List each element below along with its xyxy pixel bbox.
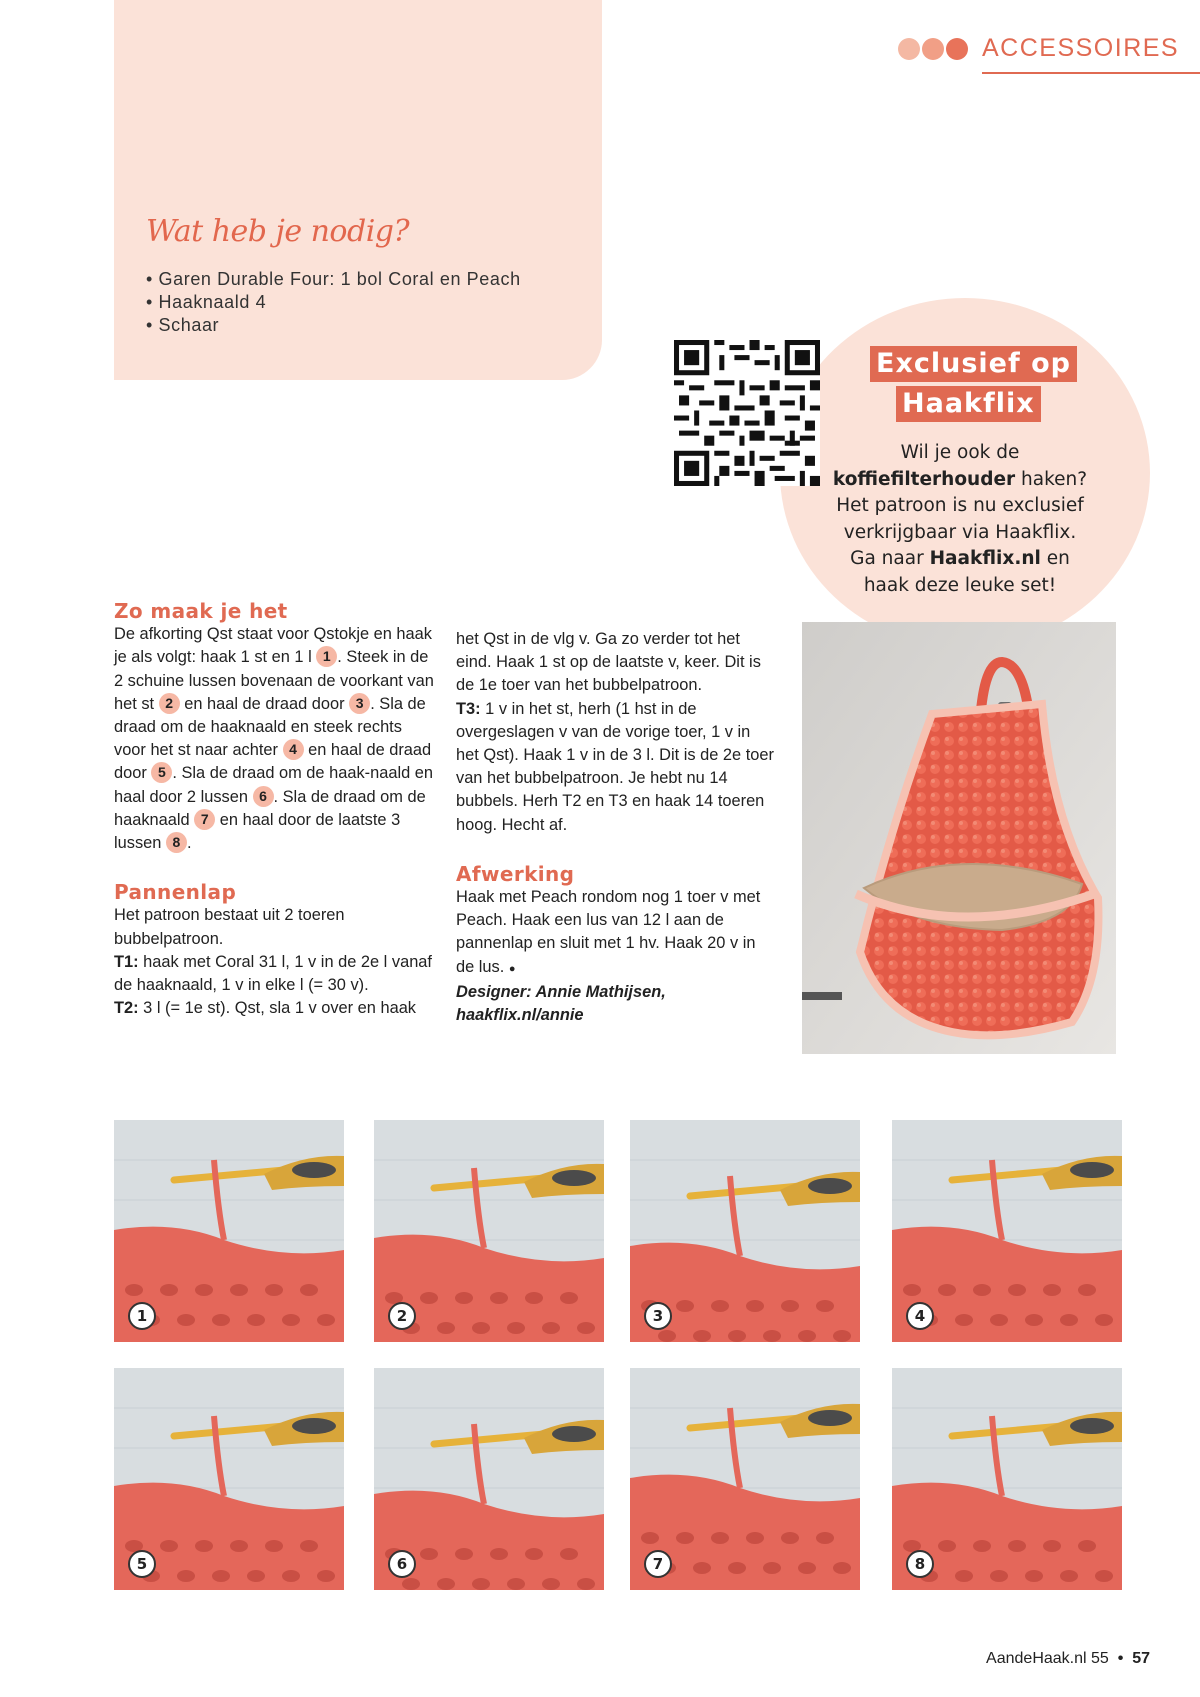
step-number-badge: 2	[388, 1302, 416, 1330]
qr-code[interactable]	[674, 340, 820, 486]
materials-title: Wat heb je nodig?	[146, 214, 410, 249]
promo-tag: Exclusief op	[870, 346, 1077, 382]
section-label: ACCESSOIRES	[982, 34, 1180, 62]
step-marker: 2	[159, 693, 180, 714]
step-photo	[630, 1120, 860, 1342]
row-3-instructions: T3: 1 v in het st, herh (1 hst in de overgeslagen v van de vorige toer, 1 v in het Qst). Haak 1 v in de 3 l. Dit is de 2e toer van het bubbelpatroon. Je hebt nu 14 bubbels. Herh T2 en T3 en haak 14 toeren hoog. Hecht af.	[456, 699, 774, 834]
section-heading: Zo maak je het	[114, 599, 288, 623]
row-2-instructions: T2: 3 l (= 1e st). Qst, sla 1 v over en haak	[114, 999, 417, 1018]
step-number-badge: 4	[906, 1302, 934, 1330]
materials-list	[146, 268, 521, 337]
step-number-badge: 6	[388, 1550, 416, 1578]
designer-link[interactable]: haakflix.nl/annie	[456, 1006, 584, 1025]
row-2-continued: het Qst in de vlg v. Ga zo verder tot het eind. Haak 1 st op de laatste v, keer. Dit is de 1e toer van het bubbelpatroon.	[456, 630, 761, 695]
step-number-badge: 8	[906, 1550, 934, 1578]
step-number-badge: 7	[644, 1550, 672, 1578]
header-divider	[982, 72, 1200, 74]
yarn-balls-icon	[898, 38, 968, 60]
pannenlap-intro: Het patroon bestaat uit 2 toeren bubbelpatroon.	[114, 906, 345, 948]
step-photo	[374, 1120, 604, 1342]
finishing-text: Haak met Peach rondom nog 1 toer v met Peach. Haak een lus van 12 l aan de pannenlap en sluit met 1 hv. Haak 20 v in de lus. ●	[456, 888, 761, 976]
instructions-column-left	[114, 600, 434, 1020]
section-heading: Pannenlap	[114, 880, 237, 905]
step-number-badge: 3	[644, 1302, 672, 1330]
row-1-instructions: T1: haak met Coral 31 l, 1 v in de 2e l vanaf de haaknaald, 1 v in elke l (= 30 v).	[114, 952, 432, 995]
step-photo	[892, 1120, 1122, 1342]
promo-text: Wil je ook de koffiefilterhouder haken? Het patroon is nu exclusief verkrijgbaar via Haakflix. Ga naar Haakflix.nl en haak deze leuke set!	[832, 442, 1088, 596]
step-marker: 4	[283, 739, 304, 760]
instructions-paragraph: De afkorting Qst staat voor Qstokje en haak je als volgt: haak 1 st en 1 l 1 . Steek in de 2 schuine lussen bovenaan de voorkant van het st 2 en haal de draad door 3 . Sla de draad om de haaknaald en steek rechts voor het st naar achter 4 en haal de draad door 5 . Sla de draad om de haak-naald en haal door 2 lussen 6 . Sla de draad om de haaknaald 7 en haal door de laatste 3 lussen 8 .	[114, 625, 434, 853]
step-number-badge: 5	[128, 1550, 156, 1578]
haakflix-link[interactable]: Haakflix.nl	[929, 548, 1041, 569]
page-number: 57	[1132, 1650, 1150, 1667]
materials-item: • Haaknaald 4	[146, 291, 521, 314]
materials-item: • Garen Durable Four: 1 bol Coral en Peach	[146, 268, 521, 291]
section-heading: Afwerking	[456, 861, 575, 886]
step-marker: 7	[194, 809, 215, 830]
page-footer: AandeHaak.nl 55 • 57	[986, 1650, 1150, 1667]
step-photo	[630, 1368, 860, 1590]
step-marker: 3	[349, 693, 370, 714]
step-photo	[114, 1368, 344, 1590]
step-photo	[374, 1368, 604, 1590]
instructions-column-middle	[456, 628, 776, 1027]
designer-credit: Designer: Annie Mathijsen, haakflix.nl/annie	[456, 981, 776, 1027]
step-marker: 6	[253, 786, 274, 807]
step-photo	[114, 1120, 344, 1342]
step-marker: 1	[316, 646, 337, 667]
promo-highlight: koffiefilterhouder	[832, 468, 1016, 490]
materials-item: • Schaar	[146, 314, 521, 337]
promo-tag: Haakflix	[896, 386, 1041, 422]
step-photo	[892, 1368, 1122, 1590]
potholder-photo	[802, 622, 1116, 1054]
step-number-badge: 1	[128, 1302, 156, 1330]
step-marker: 5	[151, 762, 172, 783]
step-marker: 8	[166, 832, 187, 853]
